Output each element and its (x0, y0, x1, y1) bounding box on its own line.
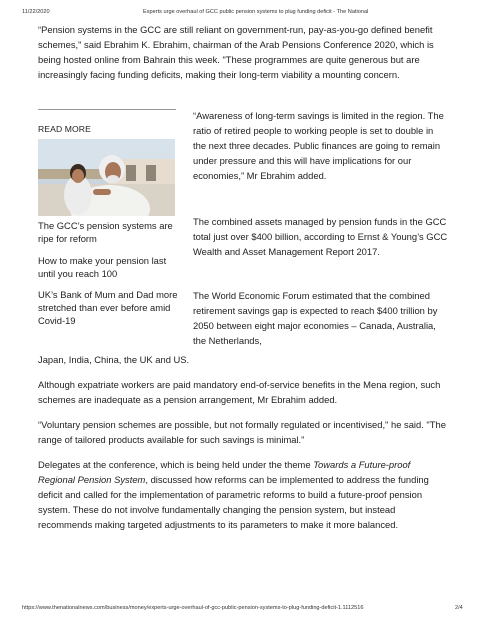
read-more-divider (38, 109, 176, 110)
read-more-link-gcc-pension-reform[interactable]: The GCC’s pension systems are ripe for reform (38, 220, 173, 244)
article-paragraph-4-continued: Japan, India, China, the UK and US. (38, 354, 190, 365)
print-date: 11/22/2020 (22, 9, 50, 15)
print-url: https://www.thenationalnews.com/business/money/experts-urge-overhaul-of-gcc-public-pension-systems-to-plug-funding-deficit-1.1112516 (22, 605, 364, 611)
conference-theme: Towards a Future-proof Regional Pension System (38, 459, 411, 485)
article-paragraph-2: “Awareness of long-term savings is limited in the region. The ratio of retired people to working people is set to double in the next three decades. Public finances are going to remain under pressure and this will have implications for our economies,” Mr Ebrahim added. (193, 110, 444, 181)
print-page-title: Experts urge overhaul of GCC public pension systems to plug funding deficit - The National (143, 9, 369, 15)
paragraph-7-body: , discussed how reforms can be implemented to address the funding deficit and called for the implementation of parametric reforms to build a future-proof pension system. These do not involve fundamentally changing the pension system, but instead recommends making targeted adjustments to its parameters to make it more balanced. (38, 474, 429, 530)
read-more-link-bank-of-mum-and-dad[interactable]: UK’s Bank of Mum and Dad more stretched than ever before amid Covid-19 (38, 289, 178, 326)
read-more-thumbnail[interactable] (38, 139, 175, 216)
article-paragraph-1: “Pension systems in the GCC are still reliant on government-run, pay-as-you-go defined benefit schemes," said Ebrahim K. Ebrahim, chairman of the Arab Pensions Conference 2020, which is being hosted online from Bahrain this week. "These programmes are quite generous but are increasingly facing funding deficits, making their long-term viability a mounting concern. (38, 24, 434, 80)
article-paragraph-6: “Voluntary pension schemes are possible, but not formally regulated or incentivised," he said. "The range of tailored products available for such savings is minimal.” (38, 419, 446, 445)
print-page-number: 2/4 (455, 605, 463, 611)
read-more-heading: READ MORE (38, 124, 91, 134)
paragraph-7-lead: Delegates at the conference, which is being held under the theme (38, 459, 314, 470)
read-more-link-pension-until-100[interactable]: How to make your pension last until you reach 100 (38, 255, 167, 279)
article-paragraph-5: Although expatriate workers are paid mandatory end-of-service benefits in the Mena region, such schemes are inadequate as a pension arrangement, Mr Ebrahim added. (38, 379, 441, 405)
photo-grandfather-and-child (38, 139, 175, 216)
article-paragraph-7 (38, 457, 448, 532)
article-paragraph-3: The combined assets managed by pension funds in the GCC total just over $400 billion, according to Ernst & Young’s GCC Wealth and Asset Management Report 2017. (193, 216, 448, 257)
article-paragraph-4: The World Economic Forum estimated that the combined retirement savings gap is expected to reach $400 trillion by 2050 between eight major economies – Canada, Australia, the Netherlands, (193, 290, 438, 346)
